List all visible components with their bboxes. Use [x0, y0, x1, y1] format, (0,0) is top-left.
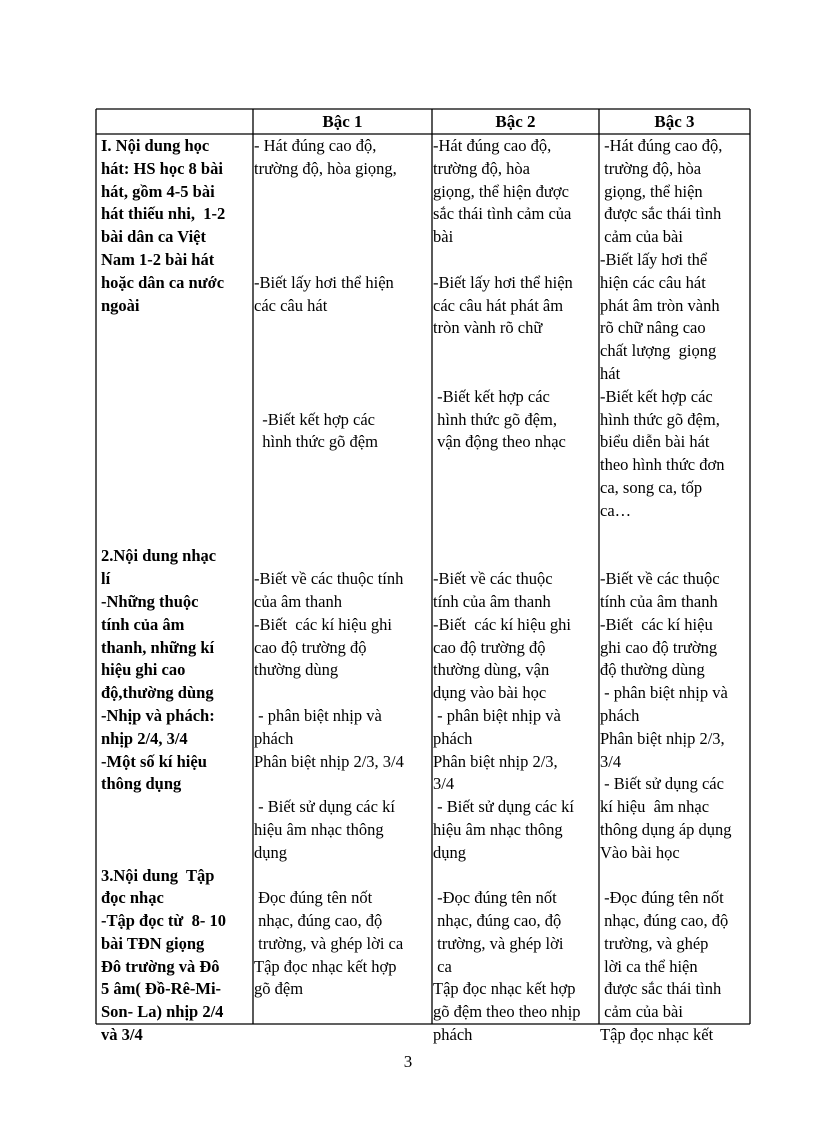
level-2-line: dụng vào bài học	[433, 683, 547, 703]
content-line	[101, 454, 226, 477]
level-3-line: -Hát đúng cao độ,	[600, 136, 723, 155]
content-line: Đô trường và Đô	[101, 956, 220, 976]
level-2-line: -Đọc đúng tên nốt	[433, 888, 557, 908]
level-3-line: chất lượng giọng	[600, 341, 717, 361]
header-bac-2: Bậc 2	[495, 112, 536, 131]
page-number: 3	[403, 1052, 413, 1071]
level-3-line: rõ chữ nâng cao	[600, 318, 706, 338]
content-line	[101, 523, 226, 546]
content-line: thông dụng	[101, 774, 182, 794]
level-2-line: hình thức gõ đệm,	[433, 409, 557, 429]
level-1-line: -Biết lấy hơi thể hiện	[254, 272, 394, 292]
level-1-line	[254, 203, 404, 226]
level-3-line: -Biết kết hợp các	[600, 386, 713, 406]
level-3-line	[600, 865, 732, 888]
level-2-line	[433, 477, 581, 500]
level-2-line: ca	[433, 956, 452, 976]
level-3-line: lời ca thể hiện	[600, 956, 698, 976]
level-2-line: gõ đệm theo theo nhịp	[433, 1002, 581, 1022]
level-3-line: Vào bài học	[600, 842, 680, 862]
level-1-line	[254, 1001, 404, 1024]
level-2-line: -Biết kết hợp các	[433, 386, 550, 406]
level-3-line: nhạc, đúng cao, độ	[600, 911, 729, 931]
level-1-line: các câu hát	[254, 295, 328, 315]
level-3-line: trường độ, hòa	[600, 158, 702, 178]
content-column	[101, 135, 226, 1047]
content-line: 3.Nội dung Tập	[101, 865, 215, 885]
content-line: Son- La) nhịp 2/4	[101, 1002, 224, 1022]
level-3-line: được sắc thái tình	[600, 204, 722, 224]
level-3-line: hình thức gõ đệm,	[600, 409, 720, 429]
level-1-line	[254, 317, 404, 340]
content-line: hát: HS học 8 bài	[101, 158, 223, 178]
level-3-line: trường, và ghép	[600, 933, 709, 953]
level-3-line: -Biết các kí hiệu	[600, 614, 713, 634]
level-2-line: giọng, thể hiện được	[433, 181, 569, 201]
level-2-line: -Biết các kí hiệu ghi	[433, 614, 571, 634]
level-3-line: giọng, thể hiện	[600, 181, 703, 201]
level-2-line	[433, 363, 581, 386]
content-line: hát, gồm 4-5 bài	[101, 181, 215, 201]
level-2-column	[433, 135, 581, 1047]
level-1-line: dụng	[254, 842, 287, 862]
level-3-line: biểu diễn bài hát	[600, 432, 710, 452]
level-3-line	[600, 523, 732, 546]
level-1-line: trường, và ghép lời ca	[254, 933, 404, 953]
level-2-line: Phân biệt nhịp 2/3,	[433, 751, 558, 771]
content-line	[101, 409, 226, 432]
level-1-line	[254, 682, 404, 705]
level-2-line: -Biết về các thuộc	[433, 569, 553, 589]
level-2-line: - Biết sử dụng các kí	[433, 797, 574, 817]
level-3-line: - phân biệt nhịp và	[600, 683, 728, 703]
level-1-line: cao độ trường độ	[254, 637, 367, 657]
level-3-line: độ thường dùng	[600, 660, 705, 680]
content-line: hiệu ghi cao	[101, 660, 186, 680]
level-1-line	[254, 386, 404, 409]
level-1-line: thường dùng	[254, 660, 339, 680]
level-2-line: 3/4	[433, 774, 455, 794]
level-1-line: Đọc đúng tên nốt	[254, 888, 373, 908]
level-1-line	[254, 181, 404, 204]
level-2-line: các câu hát phát âm	[433, 295, 564, 315]
level-3-line: phát âm tròn vành	[600, 295, 720, 315]
level-1-line: của âm thanh	[254, 591, 342, 611]
content-line	[101, 317, 226, 340]
level-2-line: sắc thái tình cảm của	[433, 204, 572, 224]
level-1-line: - Hát đúng cao độ,	[254, 136, 377, 155]
level-1-line: Tập đọc nhạc kết hợp	[254, 956, 397, 976]
level-2-line: tính của âm thanh	[433, 591, 551, 611]
level-3-line: -Đọc đúng tên nốt	[600, 888, 724, 908]
level-2-line	[433, 500, 581, 523]
content-line	[101, 386, 226, 409]
level-2-line: trường độ, hòa	[433, 158, 530, 178]
level-3-line: ca, song ca, tốp	[600, 477, 703, 497]
level-3-column	[600, 135, 732, 1047]
content-line: thanh, những kí	[101, 637, 215, 657]
level-2-line	[433, 249, 581, 272]
level-2-line	[433, 865, 581, 888]
level-1-line	[254, 226, 404, 249]
level-1-line: Phân biệt nhịp 2/3, 3/4	[254, 751, 404, 771]
level-1-line	[254, 773, 404, 796]
level-1-column	[254, 135, 404, 1047]
level-3-line: kí hiệu âm nhạc	[600, 797, 710, 817]
level-2-line	[433, 523, 581, 546]
level-3-line: cảm của bài	[600, 227, 683, 247]
content-line: hát thiếu nhi, 1-2	[101, 204, 226, 224]
level-3-line: theo hình thức đơn	[600, 455, 725, 475]
level-2-line	[433, 340, 581, 363]
level-2-line	[433, 545, 581, 568]
content-line	[101, 796, 226, 819]
level-3-line: 3/4	[600, 751, 622, 771]
content-line: Nam 1-2 bài hát	[101, 249, 215, 269]
content-line: và 3/4	[101, 1025, 143, 1045]
level-2-line: trường, và ghép lời	[433, 933, 564, 953]
content-line	[101, 842, 226, 865]
content-line: -Tập đọc từ 8- 10	[101, 911, 226, 931]
level-2-line: thường dùng, vận	[433, 660, 550, 680]
level-1-line: -Biết các kí hiệu ghi	[254, 614, 392, 634]
level-3-line: cảm của bài	[600, 1002, 683, 1022]
level-3-line: hiện các câu hát	[600, 272, 706, 292]
content-line	[101, 431, 226, 454]
level-3-line: được sắc thái tình	[600, 979, 722, 999]
level-2-line: dụng	[433, 842, 466, 862]
level-1-line: hiệu âm nhạc thông	[254, 819, 384, 839]
level-3-line: ca…	[600, 500, 632, 520]
content-line: bài dân ca Việt	[101, 227, 206, 247]
level-1-line	[254, 500, 404, 523]
level-1-line	[254, 249, 404, 272]
level-3-line: -Biết lấy hơi thể	[600, 249, 708, 269]
content-line	[101, 340, 226, 363]
level-2-line: Tập đọc nhạc kết hợp	[433, 979, 576, 999]
content-line: ngoài	[101, 295, 140, 315]
level-3-line	[600, 545, 732, 568]
level-1-line	[254, 523, 404, 546]
level-3-line: Tập đọc nhạc kết	[600, 1025, 714, 1045]
level-1-line: - Biết sử dụng các kí	[254, 797, 395, 817]
level-1-line	[254, 340, 404, 363]
content-line: 2.Nội dung nhạc	[101, 546, 217, 566]
header-bac-1: Bậc 1	[322, 112, 363, 131]
level-1-line	[254, 545, 404, 568]
level-1-line	[254, 1024, 404, 1047]
level-2-line: -Hát đúng cao độ,	[433, 136, 552, 155]
content-line: tính của âm	[101, 614, 185, 634]
level-3-line: phách	[600, 705, 640, 725]
level-1-line	[254, 865, 404, 888]
level-3-line: ghi cao độ trường	[600, 637, 718, 657]
level-2-line: phách	[433, 728, 473, 748]
level-3-line: - Biết sử dụng các	[600, 774, 724, 794]
content-line	[101, 477, 226, 500]
level-2-line: nhạc, đúng cao, độ	[433, 911, 562, 931]
level-1-line	[254, 363, 404, 386]
content-line: -Nhịp và phách:	[101, 705, 215, 725]
content-line: đọc nhạc	[101, 888, 164, 908]
content-line: bài TĐN giọng	[101, 933, 205, 953]
content-line	[101, 819, 226, 842]
level-3-line: -Biết về các thuộc	[600, 569, 720, 589]
level-1-line: hình thức gõ đệm	[254, 432, 378, 452]
level-1-line: phách	[254, 728, 294, 748]
content-line: lí	[101, 569, 111, 589]
level-1-line	[254, 454, 404, 477]
content-line: 5 âm( Đồ-Rê-Mi-	[101, 979, 222, 999]
level-2-line: -Biết lấy hơi thể hiện	[433, 272, 573, 292]
content-line	[101, 500, 226, 523]
content-line: hoặc dân ca nước	[101, 272, 225, 292]
level-2-line: bài	[433, 227, 454, 247]
level-2-line: tròn vành rõ chữ	[433, 318, 543, 338]
level-1-line: trường độ, hòa giọng,	[254, 158, 397, 178]
content-line: độ,thường dùng	[101, 683, 214, 703]
header-bac-3: Bậc 3	[654, 112, 695, 131]
content-line: -Những thuộc	[101, 591, 199, 611]
content-line: -Một số kí hiệu	[101, 751, 207, 771]
level-1-line: gõ đệm	[254, 979, 304, 999]
level-1-line: -Biết kết hợp các	[254, 409, 375, 429]
content-line	[101, 363, 226, 386]
level-1-line	[254, 477, 404, 500]
level-2-line: vận động theo nhạc	[433, 432, 566, 452]
level-2-line	[433, 454, 581, 477]
level-1-line: -Biết về các thuộc tính	[254, 569, 404, 589]
level-2-line: cao độ trường độ	[433, 637, 546, 657]
level-2-line: - phân biệt nhịp và	[433, 705, 561, 725]
level-1-line: - phân biệt nhịp và	[254, 705, 382, 725]
level-3-line: Phân biệt nhịp 2/3,	[600, 728, 725, 748]
level-1-line: nhạc, đúng cao, độ	[254, 911, 383, 931]
level-3-line: hát	[600, 363, 621, 383]
level-3-line: tính của âm thanh	[600, 591, 718, 611]
content-line: nhịp 2/4, 3/4	[101, 728, 188, 748]
level-3-line: thông dụng áp dụng	[600, 819, 732, 839]
content-line: I. Nội dung học	[101, 136, 210, 155]
level-2-line: hiệu âm nhạc thông	[433, 819, 563, 839]
level-2-line: phách	[433, 1025, 473, 1045]
